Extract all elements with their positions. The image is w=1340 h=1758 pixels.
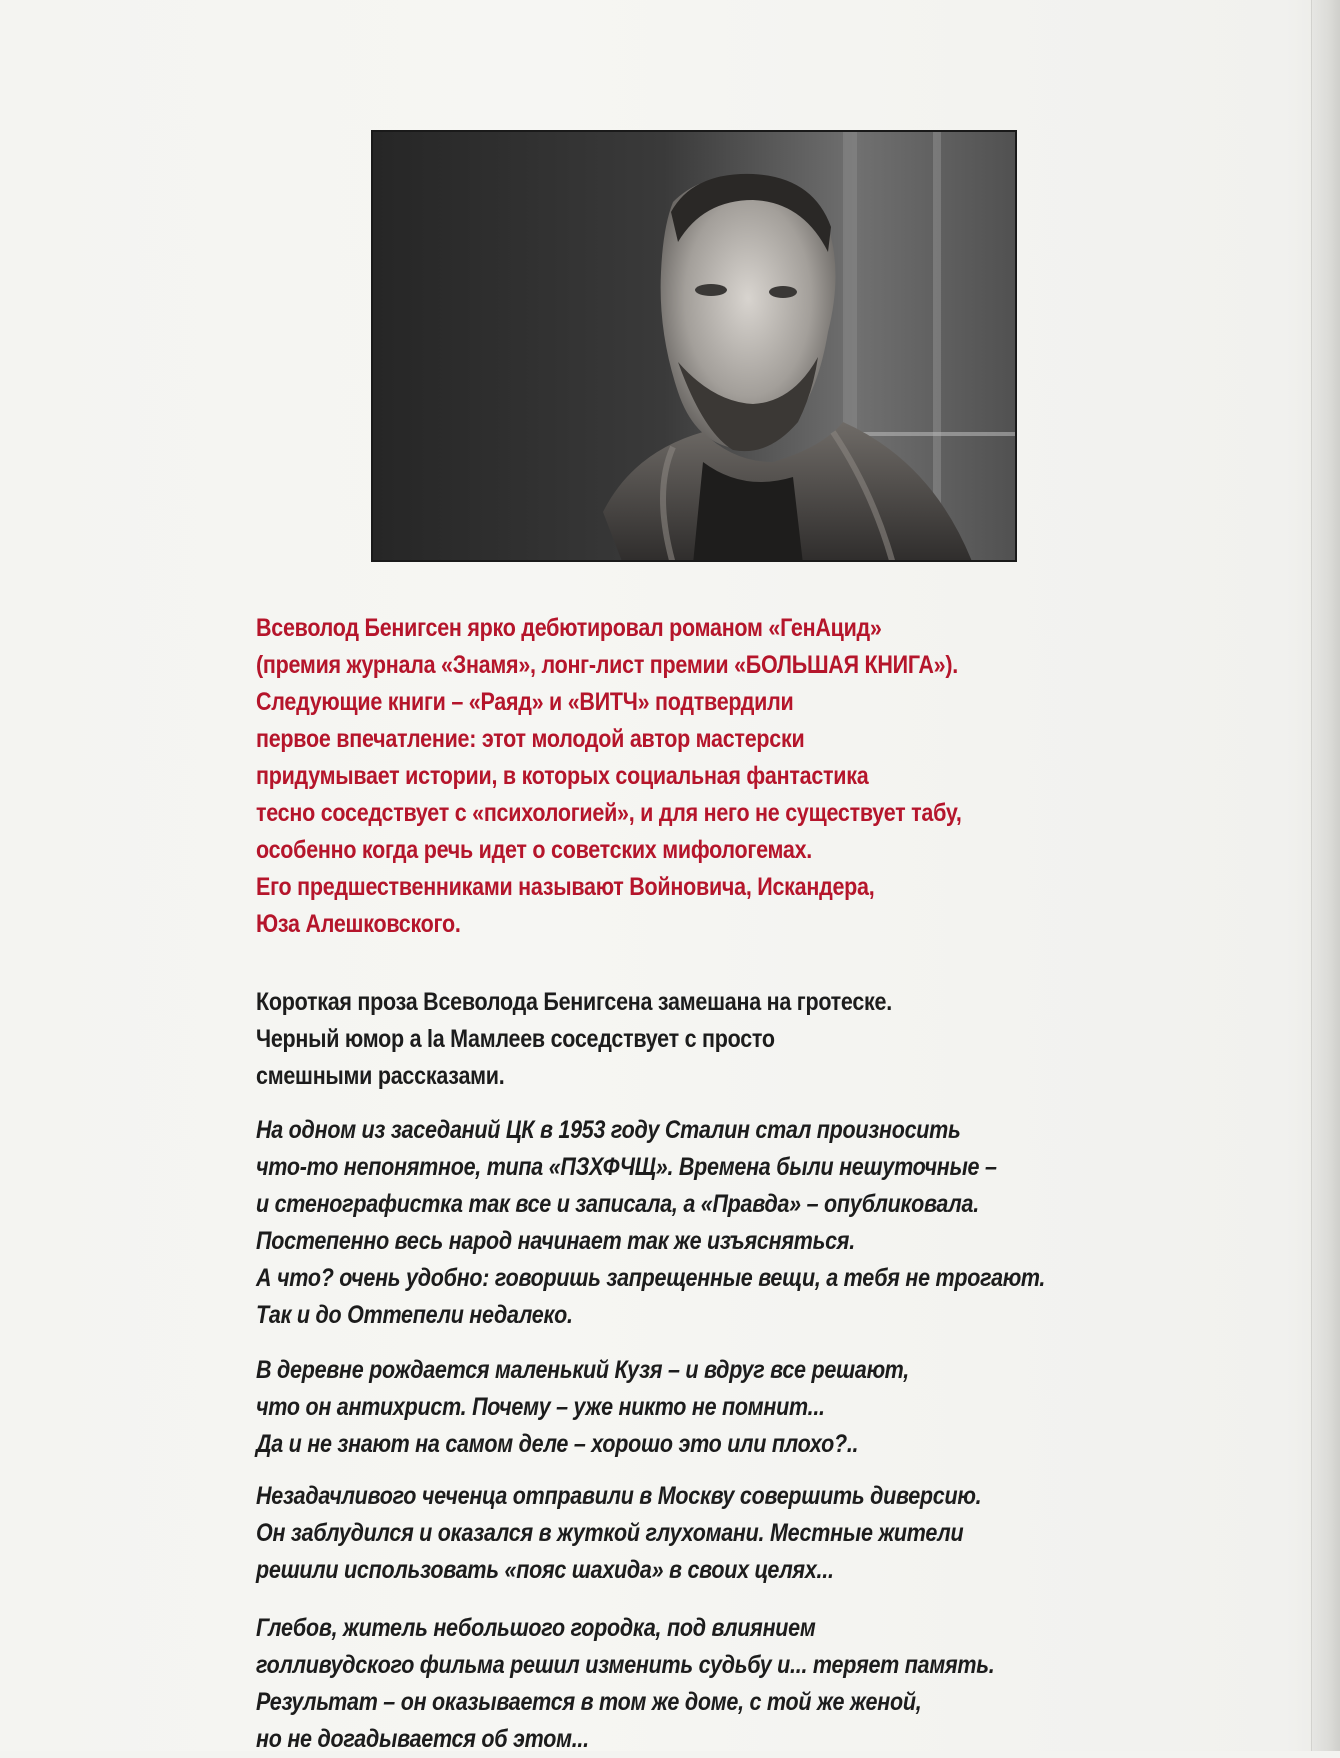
story-line: голливудского фильма решил изменить судьбу и... теряет память. xyxy=(256,1651,995,1679)
intro-line: Следующие книги – «Раяд» и «ВИТЧ» подтвердили xyxy=(256,688,794,716)
story-line: и стенографистка так все и записала, а «Правда» – опубликовала. xyxy=(256,1190,979,1218)
summary-paragraph xyxy=(256,984,1030,1095)
author-intro-paragraph xyxy=(256,610,1030,943)
book-spine-edge xyxy=(1311,0,1340,1751)
story-line: Да и не знают на самом деле – хорошо это или плохо?.. xyxy=(256,1430,859,1458)
intro-line: Юза Алешковского. xyxy=(256,910,461,938)
story-line: Постепенно весь народ начинает так же изъясняться. xyxy=(256,1227,855,1255)
summary-line: Черный юмор а la Мамлеев соседствует с просто xyxy=(256,1025,775,1053)
story-synopsis-2 xyxy=(256,1352,1030,1463)
story-line: Незадачливого чеченца отправили в Москву совершить диверсию. xyxy=(256,1482,982,1510)
intro-line: Его предшественниками называют Войновича, Искандера, xyxy=(256,873,875,901)
intro-line: (премия журнала «Знамя», лонг-лист премии «БОЛЬШАЯ КНИГА»). xyxy=(256,651,958,679)
story-line: Глебов, житель небольшого городка, под влиянием xyxy=(256,1614,816,1642)
story-line: что-то непонятное, типа «ПЗХФЧЩ». Времена были нешуточные – xyxy=(256,1153,997,1181)
story-line: решили использовать «пояс шахида» в своих целях... xyxy=(256,1556,834,1584)
story-line: А что? очень удобно: говоришь запрещенные вещи, а тебя не трогают. xyxy=(256,1264,1046,1292)
story-line: что он антихрист. Почему – уже никто не помнит... xyxy=(256,1393,825,1421)
story-synopsis-3 xyxy=(256,1478,1030,1589)
intro-line: Всеволод Бенигсен ярко дебютировал романом «ГенАцид» xyxy=(256,614,882,642)
summary-line: Короткая проза Всеволода Бенигсена замешана на гротеске. xyxy=(256,988,892,1016)
author-portrait-photo xyxy=(371,130,1017,562)
intro-line: придумывает истории, в которых социальная фантастика xyxy=(256,762,869,790)
intro-line: особенно когда речь идет о советских мифологемах. xyxy=(256,836,813,864)
intro-line: тесно соседствует с «психологией», и для него не существует табу, xyxy=(256,799,962,827)
story-line: На одном из заседаний ЦК в 1953 году Сталин стал произносить xyxy=(256,1116,961,1144)
story-line: Результат – он оказывается в том же доме, с той же женой, xyxy=(256,1688,922,1716)
portrait-illustration xyxy=(373,132,1017,562)
story-synopsis-4 xyxy=(256,1610,1030,1758)
story-synopsis-1 xyxy=(256,1112,1046,1334)
story-line: Он заблудился и оказался в жуткой глухомани. Местные жители xyxy=(256,1519,964,1547)
story-line: Так и до Оттепели недалеко. xyxy=(256,1301,573,1329)
summary-line: смешными рассказами. xyxy=(256,1062,505,1090)
story-line: В деревне рождается маленький Кузя – и вдруг все решают, xyxy=(256,1356,909,1384)
story-line: но не догадывается об этом... xyxy=(256,1725,589,1753)
intro-line: первое впечатление: этот молодой автор мастерски xyxy=(256,725,805,753)
